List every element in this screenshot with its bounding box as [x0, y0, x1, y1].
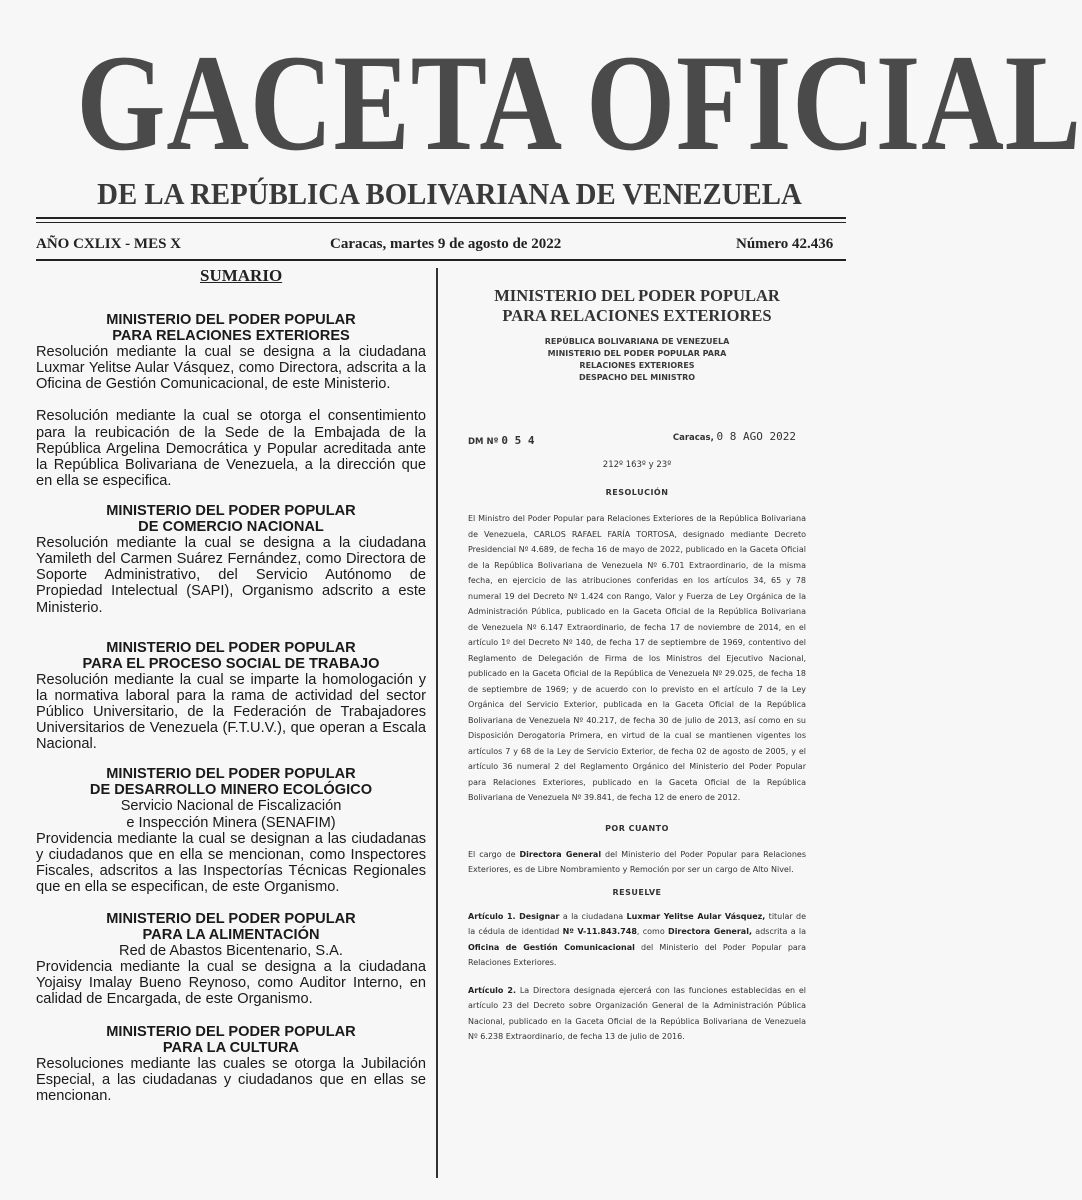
column-divider	[436, 268, 438, 1178]
sumario-item: Providencia mediante la cual se designan a las ciudadanas y ciudadanos que en ella se mencionan, como Inspectores Fiscales, adscritos a las Inspectorías Técnicas Regionales que en ella se especifican, de este Organismo.	[36, 830, 426, 895]
issue-number: Número 42.436	[736, 236, 834, 252]
sumario-section	[36, 911, 426, 1008]
letterhead	[468, 336, 806, 384]
letterhead-line: DESPACHO DEL MINISTRO	[578, 373, 696, 382]
section-heading: PARA EL PROCESO SOCIAL DE TRABAJO	[82, 655, 380, 672]
resuelve-heading: RESUELVE	[612, 887, 662, 897]
issue-date: Caracas, martes 9 de agosto de 2022	[330, 236, 562, 252]
section-heading: MINISTERIO DEL PODER POPULAR	[106, 911, 356, 927]
place-date	[673, 430, 796, 443]
sumario-item: Resolución mediante la cual se otorga el consentimiento para la reubicación de la Sede de la Embajada de la República Argelina Democrática y Popular acreditada ante la República Bolivariana de Venezuela, a la dirección que en ella se especifica.	[36, 408, 426, 489]
resolucion-heading: RESOLUCIÓN	[605, 488, 669, 497]
letterhead-line: MINISTERIO DEL PODER POPULAR PARA	[547, 349, 727, 358]
section-heading: MINISTERIO DEL PODER POPULAR	[106, 766, 356, 783]
sumario-column	[36, 312, 426, 1104]
gazette-subtitle: DE LA REPÚBLICA BOLIVARIANA DE VENEZUELA	[97, 176, 802, 211]
por-cuanto-heading: POR CUANTO	[605, 823, 669, 833]
sumario-section	[36, 312, 426, 489]
gazette-title: GACETA OFICIAL	[76, 26, 1082, 179]
section-heading: DE COMERCIO NACIONAL	[138, 519, 324, 536]
sumario-item: Resoluciones mediante las cuales se otorga la Jubilación Especial, a las ciudadanas y ciudadanos que en ellas se mencionan.	[36, 1055, 426, 1104]
section-heading: PARA RELACIONES EXTERIORES	[112, 328, 350, 345]
section-subheading: Red de Abastos Bicentenario, S.A.	[119, 943, 343, 960]
dm-number	[468, 434, 534, 447]
letterhead-line: REPÚBLICA BOLIVARIANA DE VENEZUELA	[544, 337, 730, 346]
letterhead-line: RELACIONES EXTERIORES	[579, 361, 695, 370]
section-heading: PARA LA ALIMENTACIÓN	[142, 927, 320, 944]
article-1: Artículo 1. Designar a la ciudadana Luxmar Yelitse Aular Vásquez, titular de la cédula de identidad Nº V-11.843.748, como Directora General, adscrita a la Oficina de Gestión Comunicacional del Ministerio del Poder Popular para Relaciones Exteriores.	[468, 911, 807, 967]
dm-label: DM Nº	[468, 437, 499, 447]
header-rule-top	[36, 217, 846, 219]
ministry-heading: MINISTERIO DEL PODER POPULAR	[494, 286, 780, 305]
year-month: AÑO CXLIX - MES X	[36, 236, 182, 252]
sumario-item: Resolución mediante la cual se designa a la ciudadana Yamileth del Carmen Suárez Fernández, como Directora de Soporte Administrativo, del Servicio Autónomo de Propiedad Intelectual (SAPI), Organismo adscrito a este Ministerio.	[36, 535, 426, 616]
sumario-heading: SUMARIO	[200, 266, 283, 285]
resolution-number-row	[468, 426, 806, 466]
article-2: Artículo 2. La Directora designada ejercerá con las funciones establecidas en el artículo 23 del Decreto sobre Organización General de la Administración Pública Nacional, publicado en la Gaceta Oficial de la República Bolivariana de Venezuela Nº 6.238 Extraordinario, de fecha 13 de julio de 2016.	[468, 985, 806, 1041]
years-line: 212º 163º y 23º	[602, 460, 672, 470]
ministry-heading: PARA RELACIONES EXTERIORES	[502, 306, 772, 325]
place: Caracas,	[672, 433, 714, 443]
section-heading: PARA LA CULTURA	[162, 1039, 300, 1056]
resolution-column	[468, 286, 806, 1045]
por-cuanto-body: El cargo de Directora General del Ministerio del Poder Popular para Relaciones Exteriores, es de Libre Nombramiento y Remoción por ser un cargo de Alto Nivel.	[468, 849, 806, 874]
meta-rule	[36, 259, 846, 261]
section-heading: MINISTERIO DEL PODER POPULAR	[106, 502, 356, 519]
sumario-item: Resolución mediante la cual se imparte la homologación y la normativa laboral para la rama de actividad del sector Público Universitario, de la Federación de Trabajadores Universitarios de Venezuela (F.T.U.V.), que operan a Escala Nacional.	[36, 671, 426, 753]
sumario-section	[36, 503, 426, 616]
sumario-section	[36, 766, 426, 895]
sumario-section	[36, 640, 426, 753]
section-heading: MINISTERIO DEL PODER POPULAR	[106, 1023, 356, 1040]
sumario-item: Providencia mediante la cual se designa a la ciudadana Yojaisy Imalay Bueno Reynoso, como Auditor Interno, en calidad de Encargada, de este Organismo.	[36, 959, 426, 1008]
header-rule-thin	[36, 222, 846, 223]
dm-value: 0 5 4	[501, 434, 535, 447]
section-subheading: e Inspección Minera (SENAFIM)	[126, 814, 336, 831]
section-heading: DE DESARROLLO MINERO ECOLÓGICO	[89, 782, 373, 799]
section-subheading: Servicio Nacional de Fiscalización	[120, 798, 342, 815]
sumario-item: Resolución mediante la cual se designa a la ciudadana Luxmar Yelitse Aular Vásquez, como Directora, adscrita a la Oficina de Gestión Comunicacional, de este Ministerio.	[36, 344, 426, 393]
section-heading: MINISTERIO DEL PODER POPULAR	[106, 312, 356, 328]
sumario-section	[36, 1024, 426, 1104]
stamp-date: 0 8 AGO 2022	[716, 430, 796, 443]
resolucion-body: El Ministro del Poder Popular para Relaciones Exteriores de la República Bolivariana de Venezuela, CARLOS RAFAEL FARÍA TORTOSA, designado mediante Decreto Presidencial Nº 4.689, de fecha 16 de mayo de 2022, publicado en la Gaceta Oficial de la República Bolivariana de Venezuela Nº 6.701 Extraordinario, de la misma fecha, en ejercicio de las atribuciones conferidas en los artículos 34, 65 y 78 numeral 19 del Decreto Nº 1.424 con Rango, Valor y Fuerza de Ley Orgánica de la Administración Pública, publicado en la Gaceta Oficial de la República Bolivariana de Venezuela Nº 6.147 Extraordinario, de fecha 17 de noviembre de 2014, en el artículo 1º del Decreto Nº 140, de fecha 17 de septiembre de 1969, contentivo del Reglamento de Delegación de Firma de los Ministros del Ejecutivo Nacional, publicado en la Gaceta Oficial de la República de Venezuela Nº 29.025, de fecha 18 de septiembre de 1969; y de acuerdo con lo previsto en el artículo 7 de la Ley Orgánica del Servicio Exterior, publicada en la Gaceta Oficial de la República Bolivariana de Venezuela Nº 40.217, de fecha 30 de julio de 2013, así como en su Disposición Derogatoria Primera, en virtud de la cual se mantienen vigentes los artículos 7 y 68 de la Ley de Servicio Exterior, de fecha 02 de agosto de 2005, y el artículo 36 numeral 2 del Reglamento Orgánico del Ministerio del Poder Popular para Relaciones Exteriores, publicado en la Gaceta Oficial de la República Bolivariana de Venezuela Nº 39.841, de fecha 12 de enero de 2012.	[468, 514, 806, 802]
section-heading: MINISTERIO DEL PODER POPULAR	[106, 639, 356, 656]
